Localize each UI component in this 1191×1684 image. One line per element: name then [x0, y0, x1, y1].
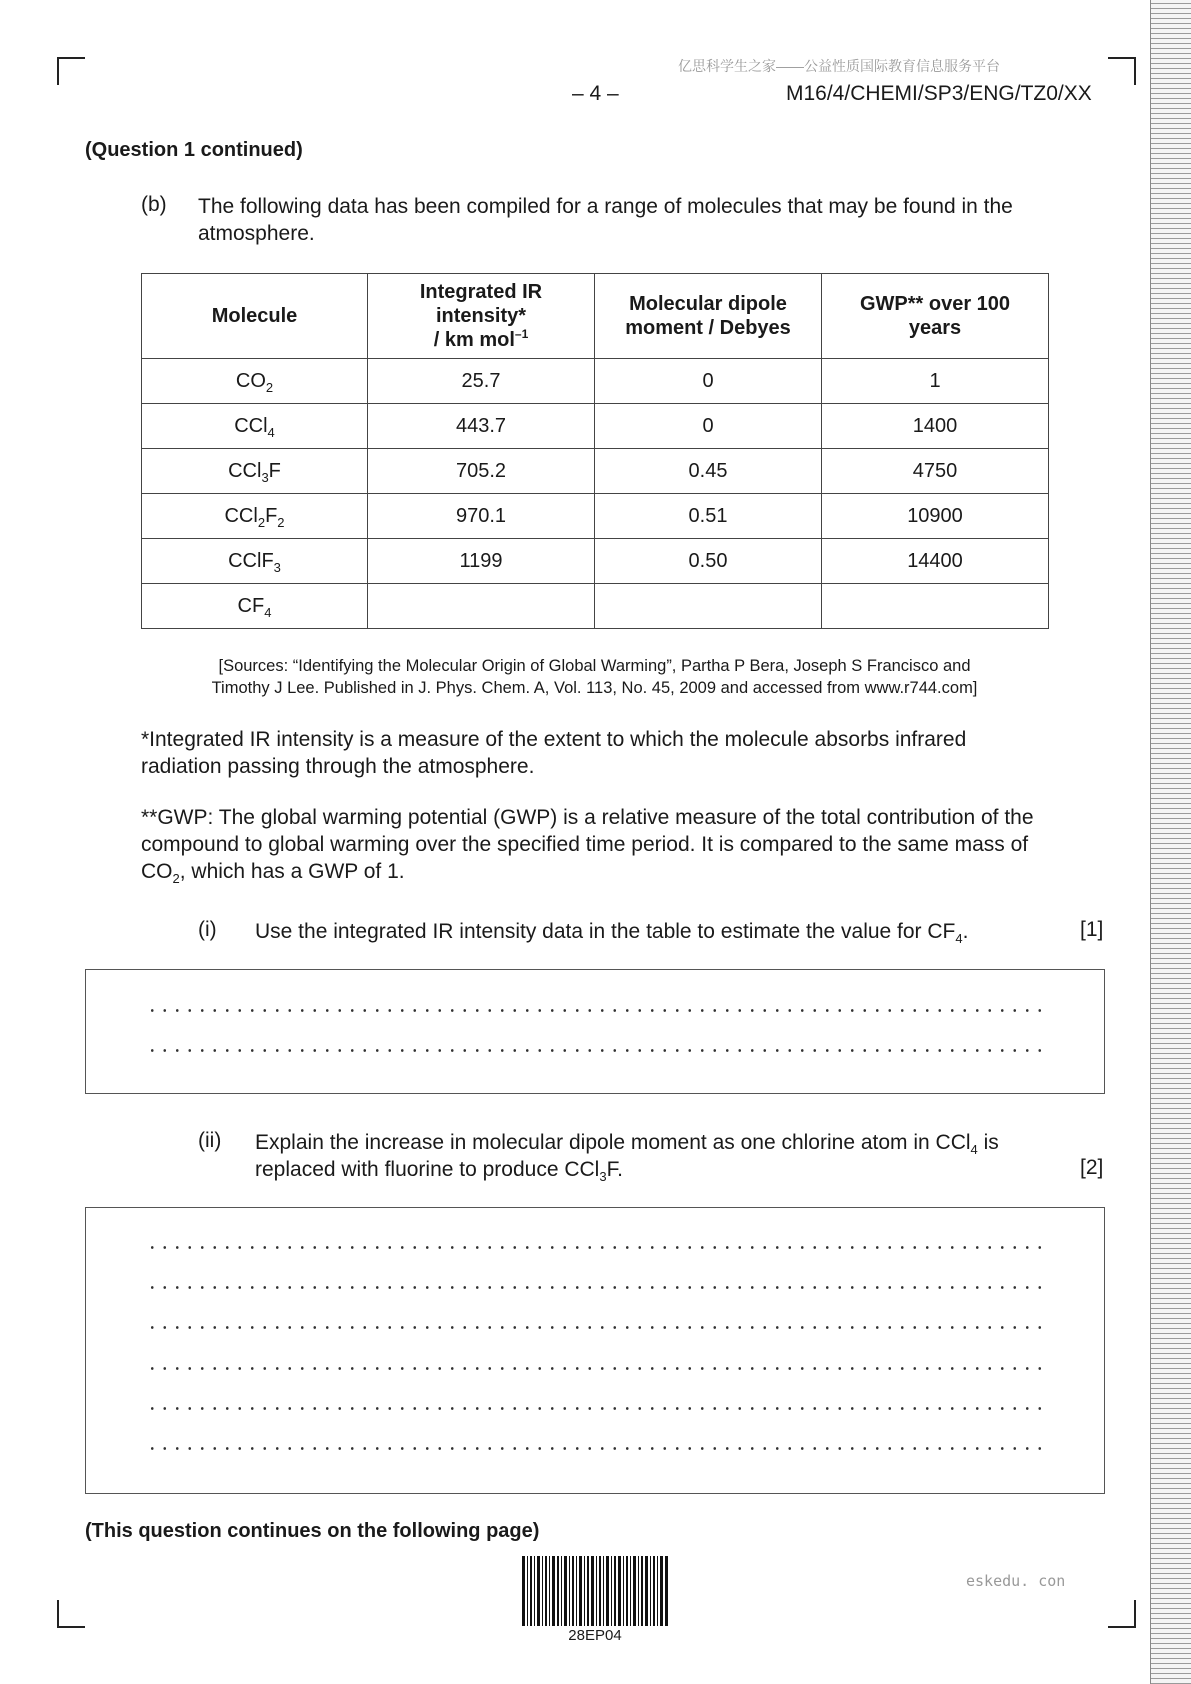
- molecule-cell: CCl$_4$: [142, 404, 368, 449]
- header-ir-intensity: Integrated IR intensity* / km mol$^{-1}$: [368, 274, 595, 359]
- molecule-cell: CClF$_3$: [142, 539, 368, 584]
- answer-line: [146, 1367, 1051, 1370]
- header-watermark: 亿思科学生之家——公益性质国际教育信息服务平台: [678, 58, 1000, 74]
- table-header-row: [142, 274, 1049, 359]
- ir-cell: 1199: [368, 539, 595, 584]
- sources-citation: [Sources: “Identifying the Molecular Origin of Global Warming”, Partha P Bera, Joseph S Francisco and Timothy J Lee. Published in J. Phys. Chem. A, Vol. 113, No. 45, 2009 and accessed from www.r744.com]: [211, 657, 978, 697]
- crop-mark-bottom-right: [1108, 1600, 1136, 1628]
- ir-cell: 705.2: [368, 449, 595, 494]
- barcode-image: [522, 1556, 668, 1626]
- scan-edge-strip: [1150, 0, 1191, 1684]
- ir-cell: 25.7: [368, 359, 595, 404]
- table-row: [142, 449, 1049, 494]
- crop-mark-top-left: [57, 57, 85, 85]
- dipole-cell: 0: [595, 404, 822, 449]
- note-gwp: **GWP: The global warming potential (GWP) is a relative measure of the total contribution of the compound to global warming over the specified time period. It is compared to the same mass of $CO_2$, which has a GWP of 1.: [141, 806, 1034, 886]
- ir-cell: 970.1: [368, 494, 595, 539]
- header-molecule: Molecule: [142, 274, 368, 359]
- table-row: [142, 494, 1049, 539]
- part-b-label: (b): [141, 193, 167, 216]
- table-row: [142, 584, 1049, 629]
- molecule-cell: $CCl_2F_2$: [142, 494, 368, 539]
- dipole-cell: 0: [595, 359, 822, 404]
- continues-note: (This question continues on the following page): [85, 1520, 540, 1542]
- table-row: [142, 404, 1049, 449]
- answer-line: [146, 1009, 1051, 1012]
- gwp-cell: 4750: [822, 449, 1049, 494]
- answer-box-i[interactable]: [85, 969, 1105, 1094]
- crop-mark-top-right: [1108, 57, 1136, 85]
- dipole-cell: 0.51: [595, 494, 822, 539]
- answer-line: [146, 1286, 1051, 1289]
- molecule-cell: $CO_2$: [142, 359, 368, 404]
- gwp-cell: 14400: [822, 539, 1049, 584]
- note-ir-intensity: *Integrated IR intensity is a measure of the extent to which the molecule absorbs infrared radiation passing through the atmosphere.: [141, 728, 967, 778]
- part-b-intro: The following data has been compiled for a range of molecules that may be found in the atmosphere.: [198, 195, 1013, 245]
- molecule-cell: CCl$_3$F: [142, 449, 368, 494]
- dipole-cell: 0.45: [595, 449, 822, 494]
- crop-mark-bottom-left: [57, 1600, 85, 1628]
- answer-line: [146, 1407, 1051, 1410]
- answer-line: [146, 1447, 1051, 1450]
- footer-watermark: eskedu. con: [966, 1572, 1066, 1590]
- barcode-number: 28EP04: [568, 1627, 622, 1644]
- dipole-cell: 0.50: [595, 539, 822, 584]
- sub-question-ii-marks: [2]: [1080, 1156, 1104, 1179]
- question-continued-heading: (Question 1 continued): [85, 139, 303, 161]
- sub-question-i-label: (i): [198, 918, 217, 941]
- molecule-cell: $CF_4$: [142, 584, 368, 629]
- header-gwp: GWP** over 100 years: [822, 274, 1049, 359]
- sub-question-i-marks: [1]: [1080, 918, 1104, 941]
- exam-code: M16/4/CHEMI/SP3/ENG/TZ0/XX: [786, 82, 1092, 105]
- answer-line: [146, 1246, 1051, 1249]
- answer-line: [146, 1049, 1051, 1052]
- sub-question-i-text: Use the integrated IR intensity data in the table to estimate the value for $CF_4$.: [255, 920, 969, 946]
- sub-question-ii-label: (ii): [198, 1129, 222, 1152]
- molecule-data-table: [141, 273, 1049, 629]
- table-row: [142, 539, 1049, 584]
- table-row: [142, 359, 1049, 404]
- gwp-cell: 10900: [822, 494, 1049, 539]
- sub-question-ii-text: Explain the increase in molecular dipole moment as one chlorine atom in CCl$_4$ is replaced with fluorine to produce CCl$_3$F.: [255, 1131, 999, 1184]
- ir-cell: [368, 584, 595, 629]
- ir-cell: 443.7: [368, 404, 595, 449]
- answer-line: [146, 1326, 1051, 1329]
- header-dipole-moment: Molecular dipole moment / Debyes: [595, 274, 822, 359]
- gwp-cell: 1: [822, 359, 1049, 404]
- gwp-cell: [822, 584, 1049, 629]
- page-number: – 4 –: [572, 82, 619, 105]
- answer-box-ii[interactable]: [85, 1207, 1105, 1494]
- gwp-cell: 1400: [822, 404, 1049, 449]
- dipole-cell: [595, 584, 822, 629]
